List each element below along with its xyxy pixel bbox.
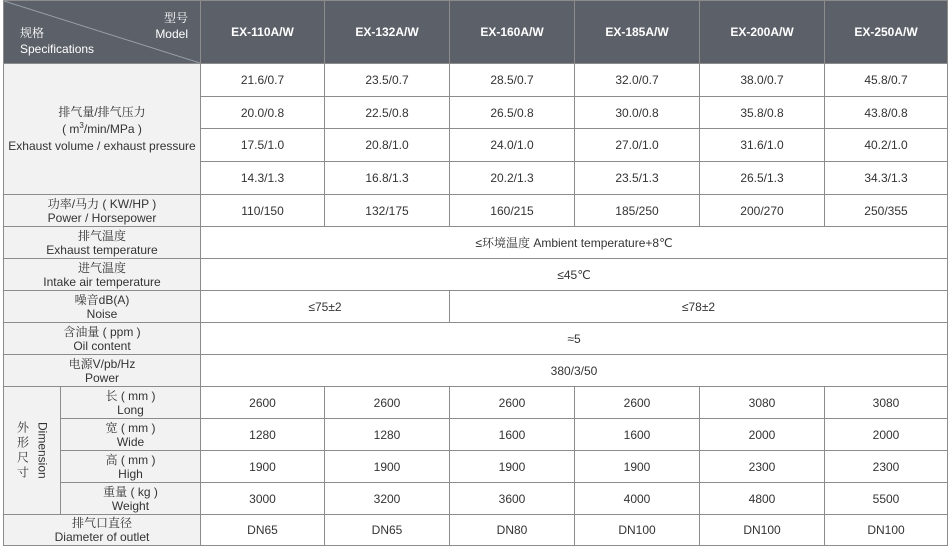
table-cell: 26.5/0.8	[450, 97, 575, 129]
table-cell: 2300	[825, 451, 948, 483]
table-cell: 27.0/1.0	[575, 129, 700, 162]
model-header: EX-160A/W	[450, 1, 575, 64]
table-cell: 1900	[575, 451, 700, 483]
table-cell: 160/215	[450, 195, 575, 227]
table-cell: 1900	[450, 451, 575, 483]
table-cell: 40.2/1.0	[825, 129, 948, 162]
table-cell: 30.0/0.8	[575, 97, 700, 129]
table-cell: 2600	[201, 387, 325, 419]
table-cell: DN65	[325, 515, 450, 546]
table-cell: 132/175	[325, 195, 450, 227]
spec-table	[3, 0, 948, 546]
table-cell: 1600	[450, 419, 575, 451]
table-row	[4, 355, 948, 387]
table-cell: 2600	[325, 387, 450, 419]
dimension-sublabel: 长 ( mm ) Long	[61, 387, 201, 419]
table-row	[4, 195, 948, 227]
dimension-group-label: 外形尺寸 Dimension	[4, 387, 61, 515]
table-row	[4, 323, 948, 355]
table-cell: 32.0/0.7	[575, 64, 700, 97]
table-row	[4, 483, 948, 515]
outlet-label: 排气口直径 Diameter of outlet	[4, 515, 201, 546]
table-cell: DN100	[575, 515, 700, 546]
table-row	[4, 515, 948, 546]
table-cell: DN100	[825, 515, 948, 546]
exhaust-temp-value: ≤环境温度 Ambient temperature+8℃	[201, 227, 948, 259]
table-cell: DN80	[450, 515, 575, 546]
table-cell: 110/150	[201, 195, 325, 227]
header-row	[4, 1, 948, 64]
table-cell: 35.8/0.8	[700, 97, 825, 129]
table-cell: 20.0/0.8	[201, 97, 325, 129]
dimension-sublabel: 重量 ( kg ) Weight	[61, 483, 201, 515]
table-cell: 20.8/1.0	[325, 129, 450, 162]
model-header: EX-250A/W	[825, 1, 948, 64]
table-row	[4, 419, 948, 451]
table-cell: 200/270	[700, 195, 825, 227]
table-row	[4, 259, 948, 291]
power-supply-label: 电源V/pb/Hz Power	[4, 355, 201, 387]
table-cell: 24.0/1.0	[450, 129, 575, 162]
model-header: EX-110A/W	[201, 1, 325, 64]
intake-temp-label: 进气温度 Intake air temperature	[4, 259, 201, 291]
table-cell: 2600	[450, 387, 575, 419]
table-cell: 38.0/0.7	[700, 64, 825, 97]
table-cell: 1600	[575, 419, 700, 451]
table-cell: 1280	[201, 419, 325, 451]
oil-label: 含油量 ( ppm ) Oil content	[4, 323, 201, 355]
model-header: EX-132A/W	[325, 1, 450, 64]
table-cell: 17.5/1.0	[201, 129, 325, 162]
corner-spec-label: 规格 Specifications	[20, 26, 95, 56]
table-cell: 16.8/1.3	[325, 162, 450, 195]
table-cell: 14.3/1.3	[201, 162, 325, 195]
table-cell: 3200	[325, 483, 450, 515]
oil-value: ≈5	[201, 323, 948, 355]
table-row	[4, 451, 948, 483]
table-cell: 20.2/1.3	[450, 162, 575, 195]
table-cell: 2000	[700, 419, 825, 451]
table-cell: 4800	[700, 483, 825, 515]
table-cell: 34.3/1.3	[825, 162, 948, 195]
table-cell: 2300	[700, 451, 825, 483]
table-row	[4, 64, 948, 97]
table-cell: 3080	[825, 387, 948, 419]
table-cell: 185/250	[575, 195, 700, 227]
table-cell: DN100	[700, 515, 825, 546]
table-cell: 26.5/1.3	[700, 162, 825, 195]
table-cell: 1900	[201, 451, 325, 483]
table-cell: 28.5/0.7	[450, 64, 575, 97]
table-cell: 2600	[575, 387, 700, 419]
table-cell: 43.8/0.8	[825, 97, 948, 129]
dimension-sublabel: 宽 ( mm ) Wide	[61, 419, 201, 451]
table-cell: 4000	[575, 483, 700, 515]
table-cell: 23.5/1.3	[575, 162, 700, 195]
table-cell: 250/355	[825, 195, 948, 227]
table-cell: 3600	[450, 483, 575, 515]
exhaust-label: 排气量/排气压力 ( $m^3/\min$/MPa ) Exhaust volume / exhaust pressure	[4, 64, 201, 195]
model-header: EX-200A/W	[700, 1, 825, 64]
table-cell: 31.6/1.0	[700, 129, 825, 162]
header-corner	[4, 1, 201, 64]
noise-label: 噪音dB(A) Noise	[4, 291, 201, 323]
noise-value-a: ≤75±2	[201, 291, 450, 323]
table-cell: 3000	[201, 483, 325, 515]
table-cell: 22.5/0.8	[325, 97, 450, 129]
intake-temp-value: ≤45℃	[201, 259, 948, 291]
noise-value-b: ≤78±2	[450, 291, 948, 323]
table-cell: 1280	[325, 419, 450, 451]
table-cell: 3080	[700, 387, 825, 419]
table-row	[4, 291, 948, 323]
table-row	[4, 227, 948, 259]
table-cell: 23.5/0.7	[325, 64, 450, 97]
table-cell: 21.6/0.7	[201, 64, 325, 97]
power-label: 功率/马力 ( KW/HP ) Power / Horsepower	[4, 195, 201, 227]
model-header: EX-185A/W	[575, 1, 700, 64]
exhaust-temp-label: 排气温度 Exhaust temperature	[4, 227, 201, 259]
table-cell: 5500	[825, 483, 948, 515]
table-cell: 45.8/0.7	[825, 64, 948, 97]
table-cell: DN65	[201, 515, 325, 546]
table-cell: 1900	[325, 451, 450, 483]
power-supply-value: 380/3/50	[201, 355, 948, 387]
corner-model-label: 型号 Model	[155, 11, 188, 41]
table-row	[4, 387, 948, 419]
dimension-sublabel: 高 ( mm ) High	[61, 451, 201, 483]
table-cell: 2000	[825, 419, 948, 451]
